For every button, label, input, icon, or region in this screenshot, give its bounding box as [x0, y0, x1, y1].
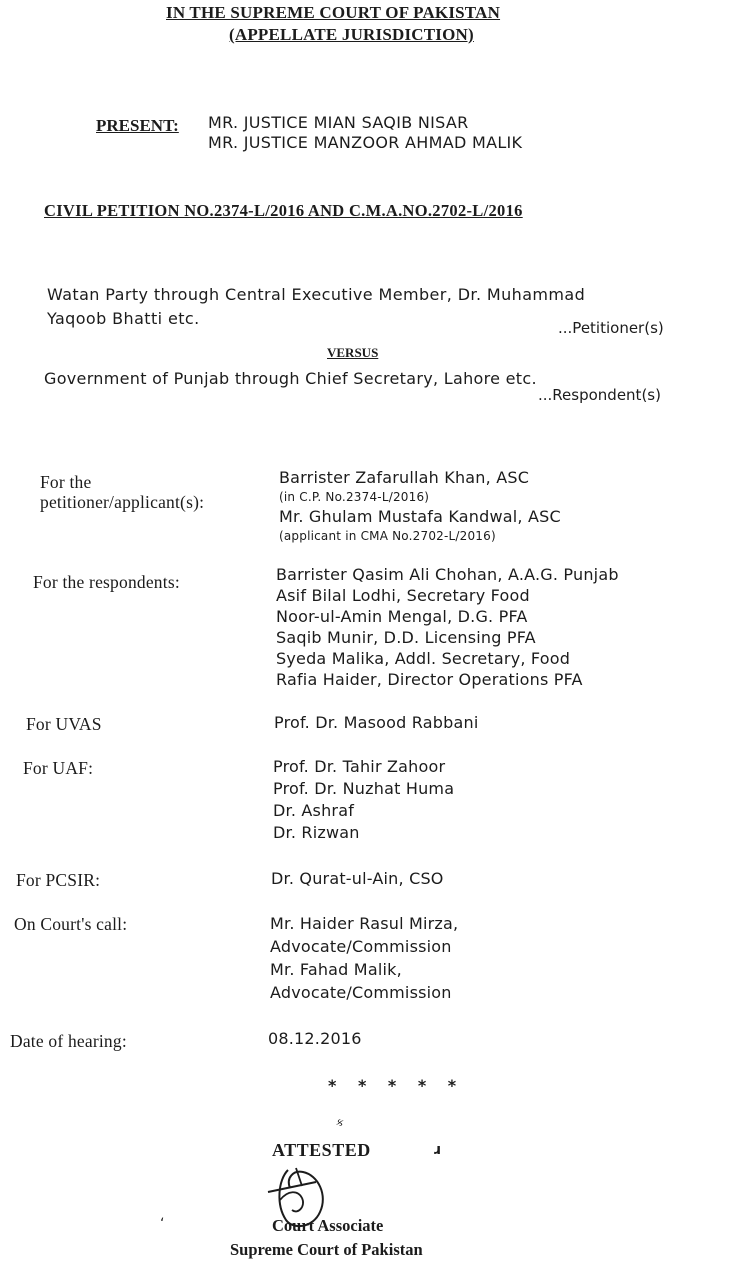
tick-mark: ɹ — [433, 1142, 441, 1158]
counsel-name: Mr. Haider Rasul Mirza, — [270, 914, 459, 933]
counsel-note: (applicant in CMA No.2702-L/2016) — [279, 529, 496, 543]
respondent-name: Government of Punjab through Chief Secretary, Lahore etc. — [44, 369, 537, 388]
court-associate: Court Associate — [272, 1216, 384, 1235]
case-title: CIVIL PETITION NO.2374-L/2016 AND C.M.A.NO.2702-L/2016 — [44, 201, 523, 220]
judge-name: MR. JUSTICE MANZOOR AHMAD MALIK — [208, 133, 523, 152]
appearance-label: For UAF: — [23, 758, 94, 778]
counsel-name: Prof. Dr. Tahir Zahoor — [273, 757, 446, 776]
counsel-name: Prof. Dr. Nuzhat Huma — [273, 779, 455, 798]
counsel-name: Prof. Dr. Masood Rabbani — [274, 713, 479, 732]
counsel-name: Saqib Munir, D.D. Licensing PFA — [276, 628, 536, 647]
present-label: PRESENT: — [96, 116, 179, 135]
small-mark: ક — [336, 1116, 344, 1129]
counsel-name: Asif Bilal Lodhi, Secretary Food — [276, 586, 530, 605]
appearance-label: For the — [40, 472, 92, 492]
petitioner-name: Watan Party through Central Executive Member, Dr. Muhammad — [47, 285, 586, 304]
counsel-name: Barrister Qasim Ali Chohan, A.A.G. Punjab — [276, 565, 619, 584]
counsel-name: Rafia Haider, Director Operations PFA — [276, 670, 583, 689]
appearance-label: For UVAS — [26, 714, 102, 734]
counsel-name: Syeda Malika, Addl. Secretary, Food — [276, 649, 571, 668]
counsel-name: Dr. Ashraf — [273, 801, 355, 820]
petitioner-role: ...Petitioner(s) — [558, 319, 664, 337]
hearing-label: Date of hearing: — [10, 1031, 127, 1051]
counsel-note: (in C.P. No.2374-L/2016) — [279, 490, 430, 504]
court-name-stamp: Supreme Court of Pakistan — [230, 1240, 423, 1259]
counsel-name: Advocate/Commission — [270, 937, 452, 956]
judge-name: MR. JUSTICE MIAN SAQIB NISAR — [208, 113, 469, 132]
counsel-name: Noor-ul-Amin Mengal, D.G. PFA — [276, 607, 528, 626]
respondent-role: ...Respondent(s) — [538, 386, 661, 404]
counsel-name: Mr. Ghulam Mustafa Kandwal, ASC — [279, 507, 561, 526]
appearance-label: petitioner/applicant(s): — [40, 492, 205, 512]
appearance-label: On Court's call: — [14, 914, 128, 934]
counsel-name: Advocate/Commission — [270, 983, 452, 1002]
counsel-name: Dr. Qurat-ul-Ain, CSO — [271, 869, 444, 888]
petitioner-name: Yaqoob Bhatti etc. — [47, 309, 200, 328]
jurisdiction: (APPELLATE JURISDICTION) — [229, 25, 474, 44]
hearing-date: 08.12.2016 — [268, 1029, 362, 1048]
appearance-label: For PCSIR: — [16, 870, 101, 890]
attested-stamp: ATTESTED — [272, 1140, 371, 1160]
counsel-name: Mr. Fahad Malik, — [270, 960, 402, 979]
versus-label: VERSUS — [327, 345, 379, 360]
counsel-name: Barrister Zafarullah Khan, ASC — [279, 468, 530, 487]
separator-stars: * * * * * — [328, 1076, 465, 1095]
counsel-name: Dr. Rizwan — [273, 823, 360, 842]
stray-mark: ‘ — [160, 1216, 165, 1232]
court-title: IN THE SUPREME COURT OF PAKISTAN — [166, 3, 501, 22]
appearance-label: For the respondents: — [33, 572, 180, 592]
